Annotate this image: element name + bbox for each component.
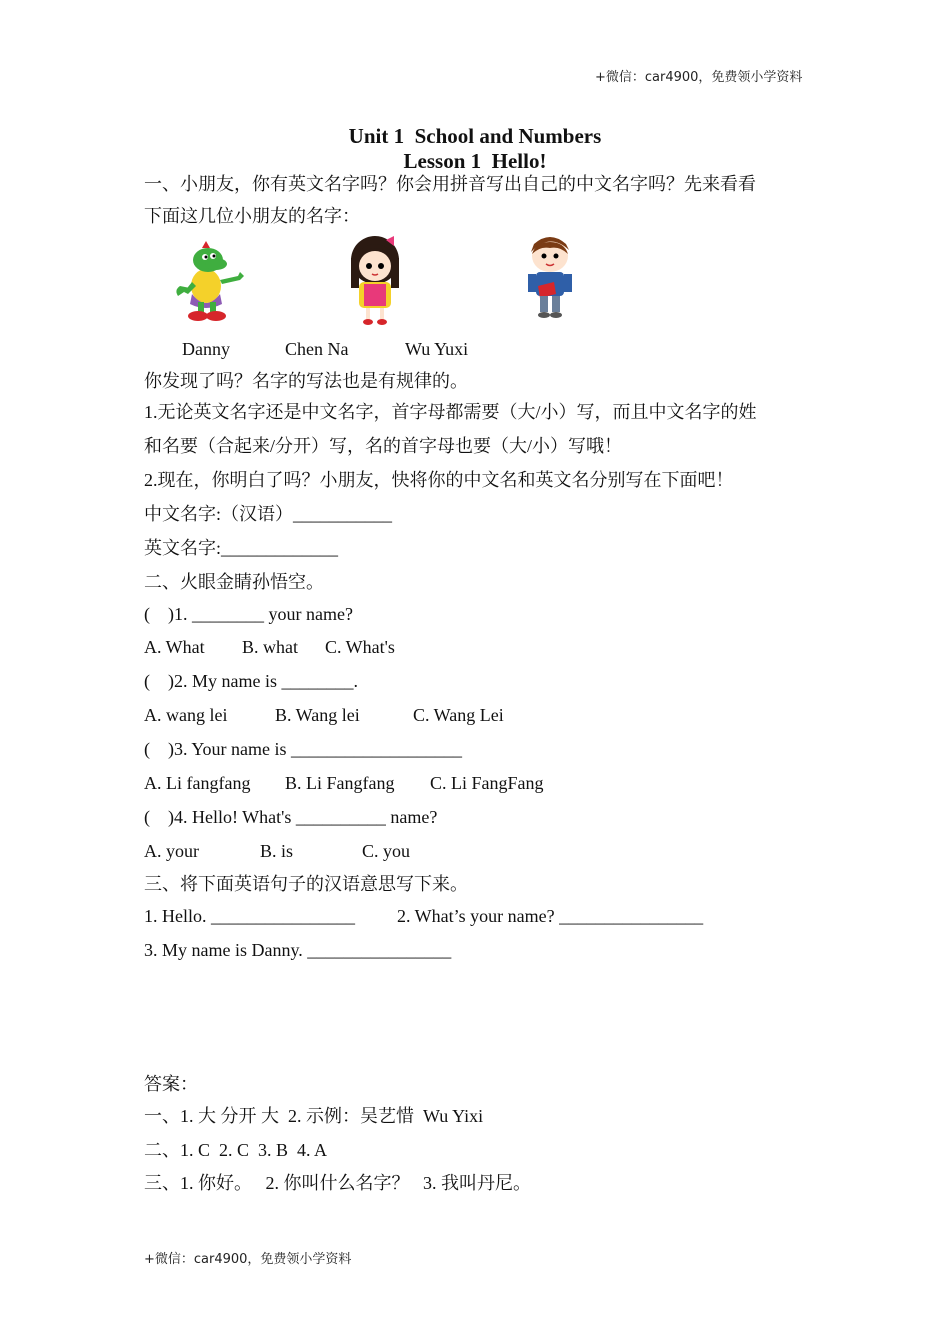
character-name-chen-na: Chen Na bbox=[285, 339, 349, 359]
section3-heading: 三、将下面英语句子的汉语意思写下来。 bbox=[144, 874, 468, 894]
question-2-options bbox=[144, 704, 564, 728]
rule2-line: 2.现在，你明白了吗？小朋友，快将你的中文名和英文名分别写在下面吧！ bbox=[144, 470, 734, 490]
option: A. wang lei bbox=[144, 705, 228, 725]
option: B. is bbox=[260, 841, 294, 861]
question-1: ( )1. ________ your name? bbox=[144, 604, 353, 624]
answer-line-3: 三、1. 你好。 2. 你叫什么名字？ 3. 我叫丹尼。 bbox=[144, 1173, 531, 1193]
option: B. Li Fangfang bbox=[285, 773, 395, 793]
question-3-options bbox=[144, 772, 584, 796]
rule1-line1: 1.无论英文名字还是中文名字，首字母都需要（大/小）写，而且中文名字的姓 bbox=[144, 402, 757, 422]
answer-line-2: 二、1. C 2. C 3. B 4. A bbox=[144, 1140, 328, 1160]
question-2: ( )2. My name is ________. bbox=[144, 671, 358, 691]
discover-line: 你发现了吗？名字的写法也是有规律的。 bbox=[144, 371, 468, 391]
dinosaur-icon bbox=[172, 236, 252, 326]
option: C. Wang Lei bbox=[413, 705, 504, 725]
character-name-wu-yuxi: Wu Yuxi bbox=[405, 339, 469, 359]
option: C. Li FangFang bbox=[430, 773, 544, 793]
section1-intro-line1: 一、小朋友，你有英文名字吗？你会用拼音写出自己的中文名字吗？先来看看 bbox=[144, 174, 756, 194]
unit-title: Unit 1 School and Numbers bbox=[348, 124, 602, 148]
watermark-bottom: +微信：car4900，免费领小学资料 bbox=[144, 1252, 352, 1267]
option: B. Wang lei bbox=[275, 705, 360, 725]
section1-intro-line2: 下面这几位小朋友的名字： bbox=[144, 206, 360, 226]
answer-line-1: 一、1. 大 分开 大 2. 示例：吴艺惜 Wu Yixi bbox=[144, 1106, 484, 1126]
question-4-options bbox=[144, 840, 544, 864]
lesson-title: Lesson 1 Hello! bbox=[403, 149, 547, 173]
chinese-name-field: 中文名字:（汉语）___________ bbox=[144, 504, 393, 524]
section3-row1 bbox=[144, 905, 764, 929]
question-3: ( )3. Your name is ___________________ bbox=[144, 739, 462, 759]
question-1-options bbox=[144, 636, 544, 660]
option: B. what bbox=[242, 637, 298, 657]
translation-item-1: 1. Hello. ________________ bbox=[144, 906, 355, 926]
option: C. What's bbox=[325, 637, 395, 657]
boy-icon bbox=[520, 236, 580, 320]
watermark-top: +微信：car4900，免费领小学资料 bbox=[595, 70, 803, 85]
rule1-line2: 和名要（合起来/分开）写，名的首字母也要（大/小）写哦！ bbox=[144, 436, 622, 456]
translation-item-3: 3. My name is Danny. ________________ bbox=[144, 940, 452, 960]
character-name-danny: Danny bbox=[182, 339, 230, 359]
option: C. you bbox=[362, 841, 411, 861]
option: A. What bbox=[144, 637, 205, 657]
section2-heading: 二、火眼金睛孙悟空。 bbox=[144, 572, 324, 592]
character-names bbox=[144, 338, 644, 362]
option: A. your bbox=[144, 841, 199, 861]
girl-icon bbox=[346, 234, 404, 326]
english-name-field: 英文名字:_____________ bbox=[144, 538, 339, 558]
answers-label: 答案： bbox=[144, 1074, 198, 1094]
option: A. Li fangfang bbox=[144, 773, 251, 793]
question-4: ( )4. Hello! What's __________ name? bbox=[144, 807, 438, 827]
translation-item-2: 2. What’s your name? ________________ bbox=[397, 906, 704, 926]
